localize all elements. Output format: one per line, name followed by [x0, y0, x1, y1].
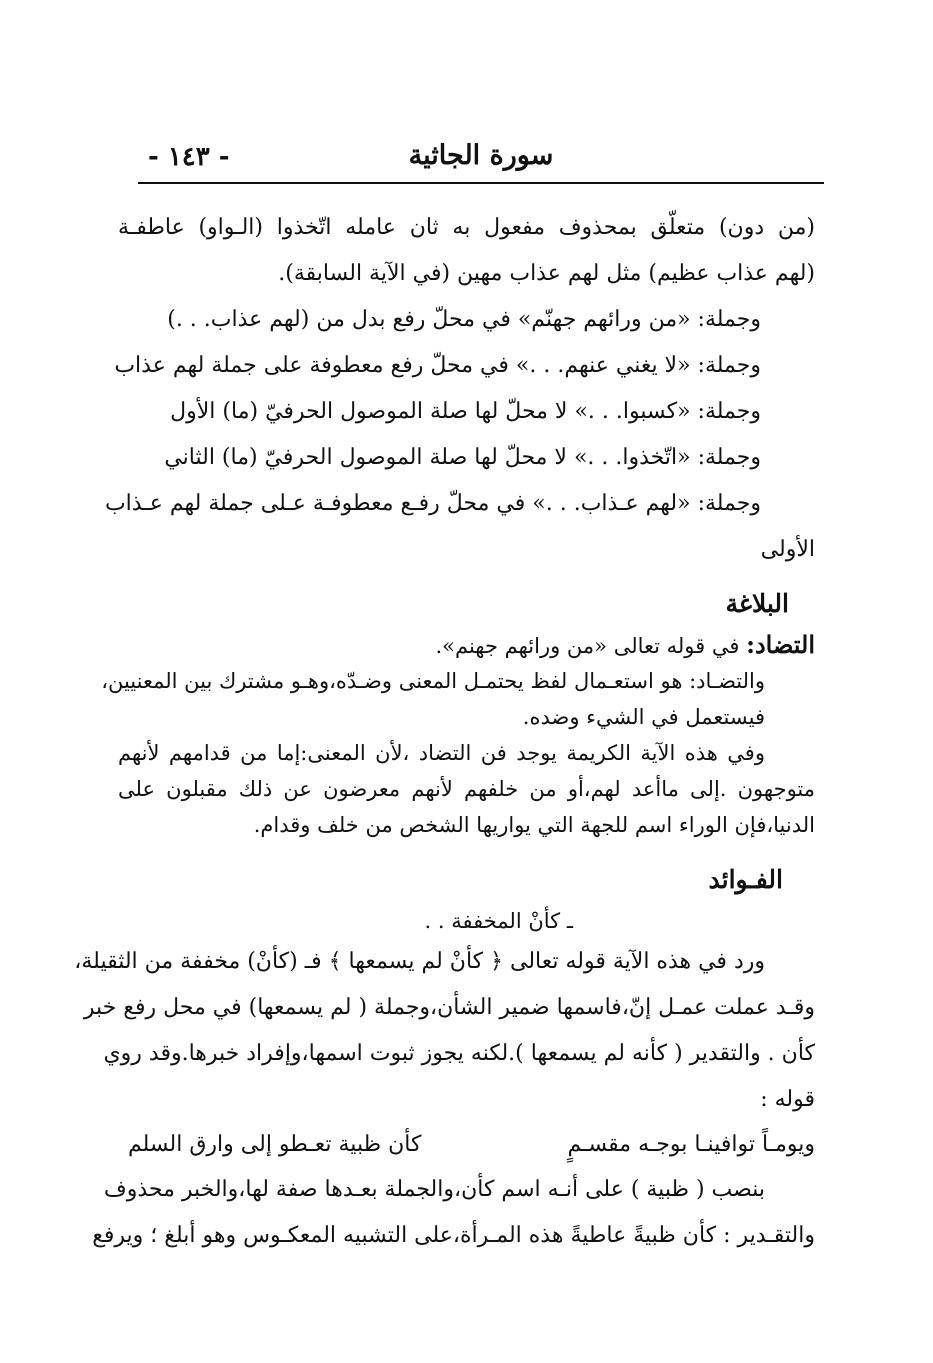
fawaid-section — [74, 857, 823, 1259]
balagha-section — [101, 581, 823, 843]
section-heading: البلاغة — [725, 589, 789, 618]
irab-line: الأولى — [760, 537, 815, 562]
irab-line: (من دون) متعلّق بمحذوف مفعول به ثان عامله اتّخذوا (الـواو) عاطفـة — [118, 215, 815, 240]
irab-line: وجملة: «من ورائهم جهنّم» في محلّ رفع بدل من (لهم عذاب. . .) — [167, 307, 761, 332]
verse-second-half: كأن ظبية تعـطو إلى وارق السلم — [128, 1132, 422, 1157]
irab-line: وجملة: «كسبوا. . .» لا محلّ لها صلة الموصول الحرفيّ (ما) الأول — [170, 399, 761, 424]
irab-section — [104, 205, 823, 573]
section-heading: الفـوائد — [708, 865, 783, 894]
paragraph-line: وفي هذه الآية الكريمة يوجد فن التضاد ،لأن المعنى:إما من قدامهم لأنهم — [118, 741, 765, 765]
paragraph-line: بنصب ( ظبية ) على أنـه اسم كأن،والجملة بعـدها صفة لها،والخبر محذوف — [103, 1177, 765, 1202]
paragraph-line: وقـد عملت عمـل إنّ،فاسمها ضمير الشأن،وجملة ( لم يسمعها) في محل رفع خبر — [83, 995, 815, 1020]
irab-line: وجملة: «لا يغني عنهم. . .» في محلّ رفع معطوفة على جملة لهم عذاب — [114, 353, 761, 378]
page-body — [74, 205, 823, 1259]
irab-line: (لهم عذاب عظيم) مثل لهم عذاب مهين (في الآية السابقة). — [278, 261, 815, 286]
paragraph-line — [118, 627, 823, 663]
paragraph-line: فيستعمل في الشيء وضده. — [522, 705, 765, 729]
term-text: في قوله تعالى «من ورائهم جهنم». — [435, 634, 747, 658]
paragraph-line: ورد في هذه الآية قوله تعالى ﴿ كأنْ لم يسمعها ﴾ فـ (كأنْ) مخففة من الثقيلة، — [74, 949, 765, 974]
term-label: التضاد: — [746, 630, 815, 659]
irab-line: وجملة: «اتّخذوا. . .» لا محلّ لها صلة الموصول الحرفيّ (ما) الثاني — [164, 445, 761, 470]
subheading: ـ كأنْ المخففة . . — [424, 909, 573, 933]
paragraph-line: والتضـاد: هو استعـمال لفظ يحتمـل المعنى وضـدّه،وهـو مشترك بين المعنيين، — [101, 669, 765, 693]
paragraph-line: والتقـدير : كأن ظبيةً عاطيةً هذه المـرأة،على التشبيه المعكـوس وهو أبلغ ؛ ويرفع — [92, 1223, 815, 1248]
paragraph-line: قوله : — [760, 1087, 815, 1112]
page-number: - ١٤٣ - — [148, 142, 230, 172]
paragraph-line: الدنيا،فإن الوراء اسم للجهة التي يواريها الشخص من خلف وقدام. — [253, 813, 815, 837]
paragraph-line: كأن . والتقدير ( كأنه لم يسمعها ).لكنه يجوز ثبوت اسمها،وإفراد خبرها.وقد روي — [103, 1041, 815, 1066]
verse-first-half: ويومـاً توافينـا بوجـه مقسـمٍ — [567, 1132, 815, 1157]
irab-line: وجملة: «لهم عـذاب. . .» في محلّ رفـع معطوفـة عـلى جملة لهم عـذاب — [104, 491, 761, 516]
page-header — [138, 138, 824, 184]
paragraph-line: متوجهون .إلى ماأعد لهم،أو من خلفهم لأنهم معرضون عن ذلك مقبلون على — [118, 777, 815, 801]
surah-title: سورة الجاثية — [408, 140, 554, 171]
poetry-verse — [118, 1123, 823, 1167]
